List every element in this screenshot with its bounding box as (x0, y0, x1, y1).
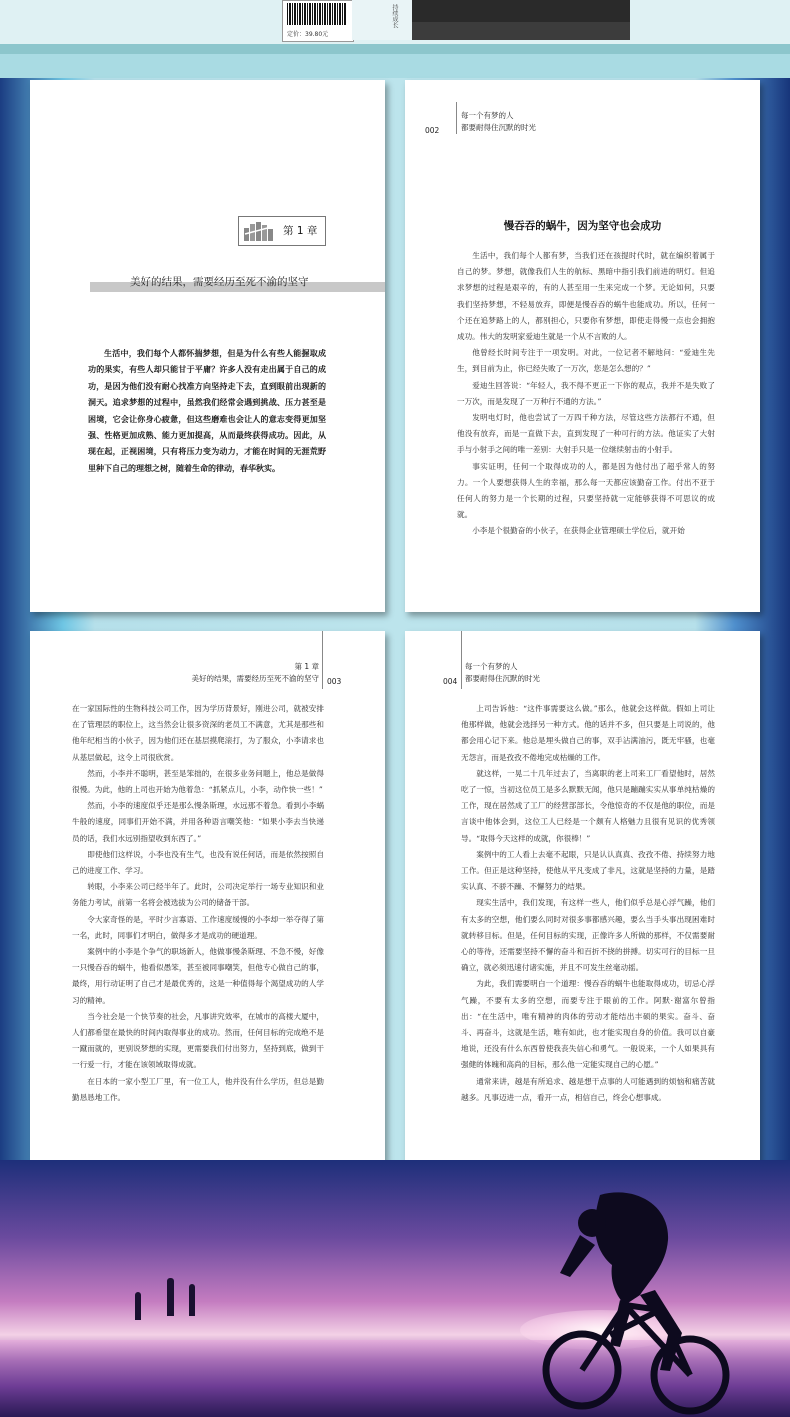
page-number: 002 (425, 126, 440, 135)
chapter-title: 美好的结果，需要经历至死不渝的坚守 (130, 276, 309, 288)
spine-text: 持续成长 (391, 4, 398, 28)
paragraph: 通常来讲，越是有所追求、越是想干点事的人可能遇到的烦恼和痛苦就越多。凡事迈进一点，看开一点，相信自己，终会心想事成。 (461, 1076, 715, 1102)
paragraph: 即使他们这样说，小李也没有生气，也没有说任何话，而是依然按照自己的进度工作、学习。 (72, 849, 324, 876)
running-header-line2: 都要耐得住沉默的时光 (465, 674, 540, 683)
paragraph: 上司告诉他：“这件事需要这么做。”那么，他就会这样做。假如上司让他那样做，他就会选择另一种方式。他的话并不多，但只要是上司说的，他都会用心记下来。他总是埋头做自己的事，双手沾满油污，既无牢骚，也毫无怨言，而是孜孜不倦地完成枯燥的工作。 (461, 704, 715, 762)
chapter-badge (238, 216, 326, 246)
chapter-opener-page (30, 80, 385, 612)
running-header-line1: 每一个有梦的人 (461, 111, 514, 120)
page-003-body (72, 701, 324, 1106)
cover-footer-bar (412, 22, 630, 40)
page-004-body (461, 701, 715, 1106)
paragraph: 然而，小李的速度似乎还是那么慢条斯理，水远那不着急。看到小李蜗牛般的速度，同事们开始不满，并用各种语言嘲笑他：“如果小李去当快递员的话，我们水远别指望收到东西了。” (72, 801, 324, 843)
section-title: 慢吞吞的蜗牛，因为坚守也会成功 (503, 220, 662, 232)
paragraph: 小李是个很勤奋的小伙子，在获得企业管理硕士学位后，就开始 (472, 526, 685, 536)
chapter-ornament-icon (243, 220, 279, 242)
header-rule (322, 631, 323, 689)
cover-back-panel (282, 0, 354, 42)
page-002-body (457, 248, 715, 540)
paragraph: 生活中，我们每个人都有梦，当我们还在孩提时代时，就在编织着属于自己的梦。梦想，就像我们人生的航标、黑暗中指引我们前进的明灯。但追求梦想的过程是艰辛的，有的人甚至用一生来完成一个梦。无论如何，只要我们坚持梦想，不轻易放弃，即便是慢吞吞的蜗牛也能成功。所以，任何一个还在追梦路上的人，都别担心，只要你有梦想，即使走得慢一点也会拥抱成功。伟大的发明家爱迪生就是一个从不言败的人。 (457, 251, 715, 342)
paragraph: 为此，我们需要明白一个道理：慢吞吞的蜗牛也能取得成功，切忌心浮气躁，不要有太多的空想，而要专注于眼前的工作。阿默·谢富尔曾指出：“在生活中，唯有精神的肉体的劳动才能结出丰硕的果实。奋斗、奋斗、再奋斗，这就是生活，唯有如此，也才能实现自身的价值。我可以自豪地说，还没有什么东西曾使我丧失信心和勇气。一般说来，一个人如果具有强健的体魄和高尚的目标，那么他一定能实现自己的心愿。” (461, 979, 715, 1070)
silhouette-person (135, 1292, 141, 1320)
page-number: 003 (327, 677, 342, 686)
background-band (0, 54, 790, 78)
page-002 (405, 80, 760, 612)
running-header-chapter: 第 1 章 (294, 662, 319, 671)
running-header-line1: 每一个有梦的人 (465, 662, 518, 671)
paragraph: 就这样，一晃二十几年过去了，当离职的老上司来工厂看望他时，居然吃了一惊，当初这位员工是多么默默无闻，他只是蹦蹦实实从事单纯枯燥的工作，现在居然成了工厂的经营部部长，令他惊奇的不仅是他的职位，而是言谈中他体会到，这位工人已经是一个颇有人格魅力且很有见识的优秀领导。“取得今天这样的成就，你很棒！” (461, 768, 715, 843)
paragraph: 事实证明，任何一个取得成功的人，都是因为他付出了超乎常人的努力。一个人要想获得人生的幸福，那么每一天都应该勤奋工作。付出不亚于任何人的努力是一个长期的过程，只要坚持就一定能够获得不可思议的成就。 (457, 461, 715, 520)
paragraph: 令大家奇怪的是，平时少言寡语、工作速度缓慢的小李却一举夺得了第一名，此时，同事们才明白，做得多才是成功的硬道理。 (72, 914, 324, 940)
page-004 (405, 631, 760, 1163)
cover-front-panel (412, 0, 630, 40)
page-003 (30, 631, 385, 1163)
barcode (287, 3, 347, 25)
price-label: 定价：39.80元 (287, 31, 329, 38)
cover-strip (0, 0, 790, 44)
chapter-label: 第 1 章 (283, 225, 318, 237)
cover-spine (352, 0, 412, 40)
running-header-line2: 都要耐得住沉默的时光 (461, 123, 536, 132)
paragraph: 然而，小李并不聪明，甚至是笨拙的，在很多业务问题上，他总是做得很慢。为此，他的上司也开始为他着急：“抓紧点儿，小李，动作快一些！” (72, 768, 324, 795)
paragraph: 在一家国际性的生物科技公司工作，因为学历背景好，刚进公司，就被安排在了管理层的职位上，这当然会让很多资深的老员工不满意，尤其是那些和他年纪相当的小伙子，因为他们还在基层摸爬滚打，为了服众，小李请求也从基层做起，这令上司很欣赏。 (72, 704, 324, 762)
paragraph: 发明电灯时，他也尝试了一万四千种方法，尽管这些方法都行不通，但他没有放弃，而是一直做下去，直到发现了一种可行的方法。他证实了大射手与小射手之间的唯一差别：大射手只是一位继续射击的小射手。 (457, 413, 715, 455)
silhouette-person (167, 1278, 174, 1316)
header-rule (456, 102, 457, 134)
paragraph: 他曾经长时间专注于一项发明。对此，一位记者不解地问：“爱迪生先生，到目前为止，你已经失败了一万次，您是怎么想的？” (457, 348, 715, 374)
running-header-chapter-title: 美好的结果，需要经历至死不渝的坚守 (191, 674, 319, 683)
paragraph: 现实生活中，我们发现，有这样一些人，他们似乎总是心浮气躁，他们有太多的空想，他们要么同时对很多事都感兴趣，要么当手头事出现困难时就转移目标。但是，任何目标的实现，正像许多人所做的那样，不仅需要耐心的等待，还需要坚持不懈的奋斗和百折不挠的拼搏。切实可行的目标一旦确立，就必须迅速付诸实施，并且不可发生丝毫动摇。 (461, 898, 715, 973)
divider (0, 44, 790, 54)
paragraph: 案例中的工人看上去毫不起眼，只是认认真真、孜孜不倦、持续努力地工作。但正是这种坚持，使他从平凡变成了非凡，这就是坚持的力量，是踏实认真、不骄不躁、不懈努力的结果。 (461, 849, 715, 892)
paragraph: 当今社会是一个快节奏的社会，凡事讲究效率，在城市的高楼大厦中，人们都希望在最快的时间内取得事业的成功。然而，任何目标的完成绝不是一蹴而就的，更别说梦想的实现，更需要我们付出努力，坚持到底，做到干一行爱一行，才能在该领域取得成就。 (72, 1011, 324, 1070)
paragraph: 爱迪生回答说：“年轻人，我不得不更正一下你的观点，我并不是失败了一万次，而是发现了一万种行不通的方法。” (457, 380, 715, 406)
silhouette-person (189, 1284, 195, 1316)
paragraph: 在日本的一家小型工厂里，有一位工人，他并没有什么学历，但总是勤勤恳恳地工作。 (72, 1076, 324, 1102)
cyclist-silhouette-icon (540, 1185, 740, 1417)
paragraph: 案例中的小李是个争气的职场新人，他做事慢条斯理、不急不慢，好像一只慢吞吞的蜗牛，他看似愚笨，甚至被同事嘲笑，但他专心做自己的事，最终，用行动证明了自己才是最优秀的，这是一种值得每个渴望成功的人学习的精神。 (72, 947, 324, 1005)
paragraph: 转眼，小李来公司已经半年了。此时，公司决定举行一场专业知识和业务能力考试，前第一名将会被选拔为公司的储备干部。 (72, 882, 324, 908)
page-number: 004 (443, 677, 458, 686)
header-rule (461, 631, 462, 689)
chapter-intro-text: 生活中，我们每个人都怀揣梦想，但是为什么有些人能握取成功的果实，有些人却只能甘于平庸？许多人没有走出属于自己的成功，是因为他们没有耐心找准方向坚持走下去，直到眼前出现新的洞天。追求梦想的过程中，虽然我们经常会遇到挑战、压力甚至是困境，它会让你身心疲惫，但这些磨难也会让人的意志变得更加坚强、性格更加成熟、能力更加提高，从而最终获得成功。因此，从现在起，正视困境，只有将压力变为动力，才能在时间的无涯荒野里种下自己的理想之树，随着生命的律动，春华秋实。 (88, 348, 326, 473)
chapter-intro (88, 345, 326, 476)
